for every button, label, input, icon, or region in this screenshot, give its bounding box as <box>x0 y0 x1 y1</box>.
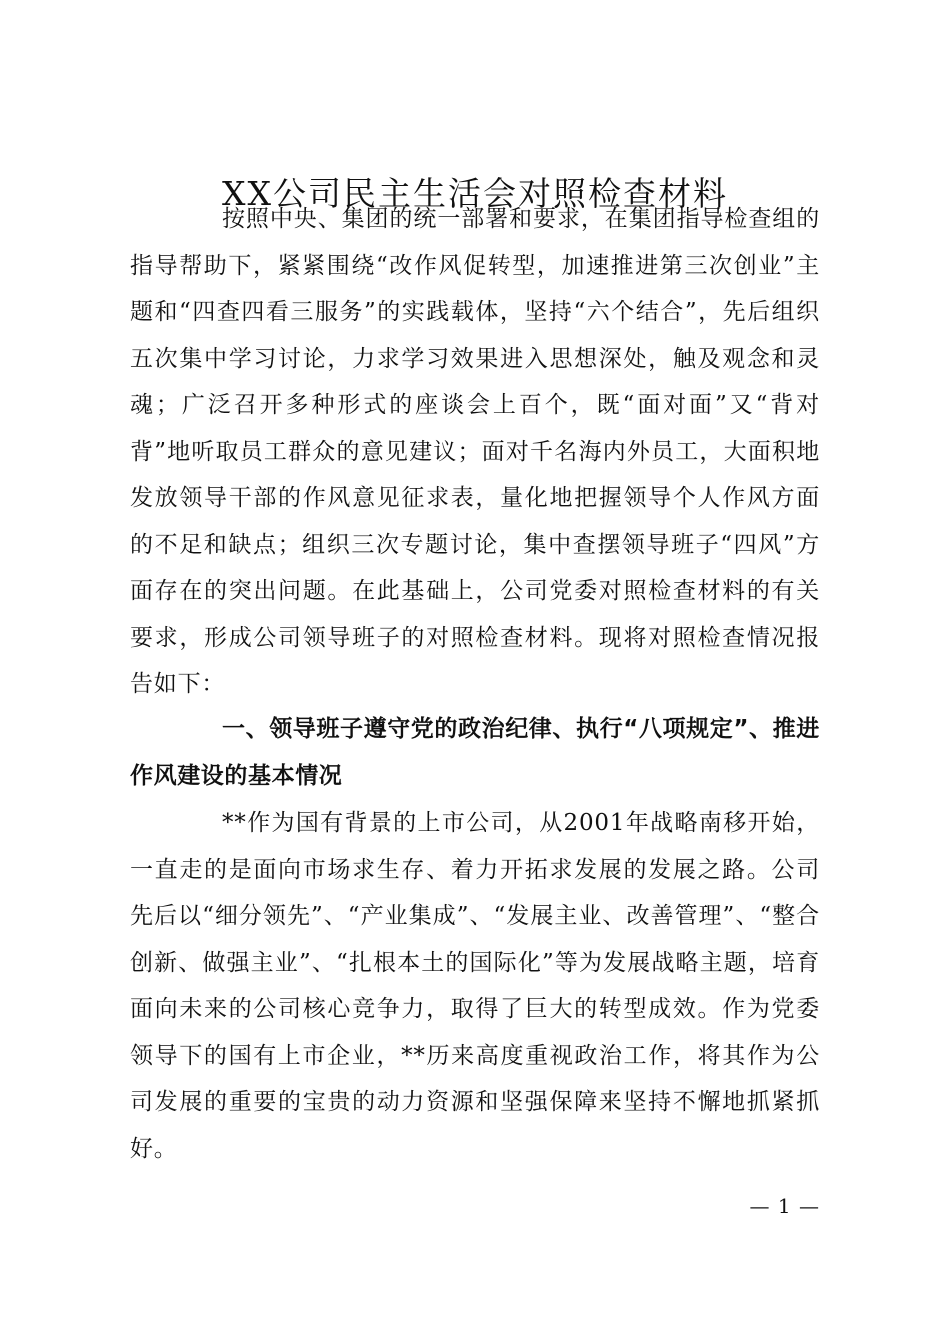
section-paragraph: **作为国有背景的上市公司，从2001年战略南移开始，一直走的是面向市场求生存、着力开拓求发展的发展之路。公司先后以“细分领先”、“产业集成”、“发展主业、改善管理”、“整合创新、做强主业”、“扎根本土的国际化”等为发展战略主题，培育面向未来的公司核心竞争力，取得了巨大的转型成效。作为党委领导下的国有上市企业，**历来高度重视政治工作，将其作为公司发展的重要的宝贵的动力资源和坚强保障来坚持不懈地抓紧抓好。 <box>130 810 820 1162</box>
page-number: — 1 — <box>749 1194 820 1218</box>
intro-paragraph: 按照中央、集团的统一部署和要求，在集团指导检查组的指导帮助下，紧紧围绕“改作风促转型，加速推进第三次创业”主题和“四查四看三服务”的实践载体，坚持“六个结合”，先后组织五次集中学习讨论，力求学习效果进入思想深处，触及观念和灵魂；广泛召开多种形式的座谈会上百个，既“面对面”又“背对背”地听取员工群众的意见建议；面对千名海内外员工，大面积地发放领导干部的作风意见征求表，量化地把握领导个人作风方面的不足和缺点；组织三次专题讨论，集中查摆领导班子“四风”方面存在的突出问题。在此基础上，公司党委对照检查材料的有关要求，形成公司领导班子的对照检查材料。现将对照检查情况报告如下： <box>130 206 820 697</box>
section-heading: 一、领导班子遵守党的政治纪律、执行“八项规定”、推进作风建设的基本情况 <box>130 716 820 789</box>
document-title: XX公司民主生活会对照检查材料 <box>222 174 728 213</box>
